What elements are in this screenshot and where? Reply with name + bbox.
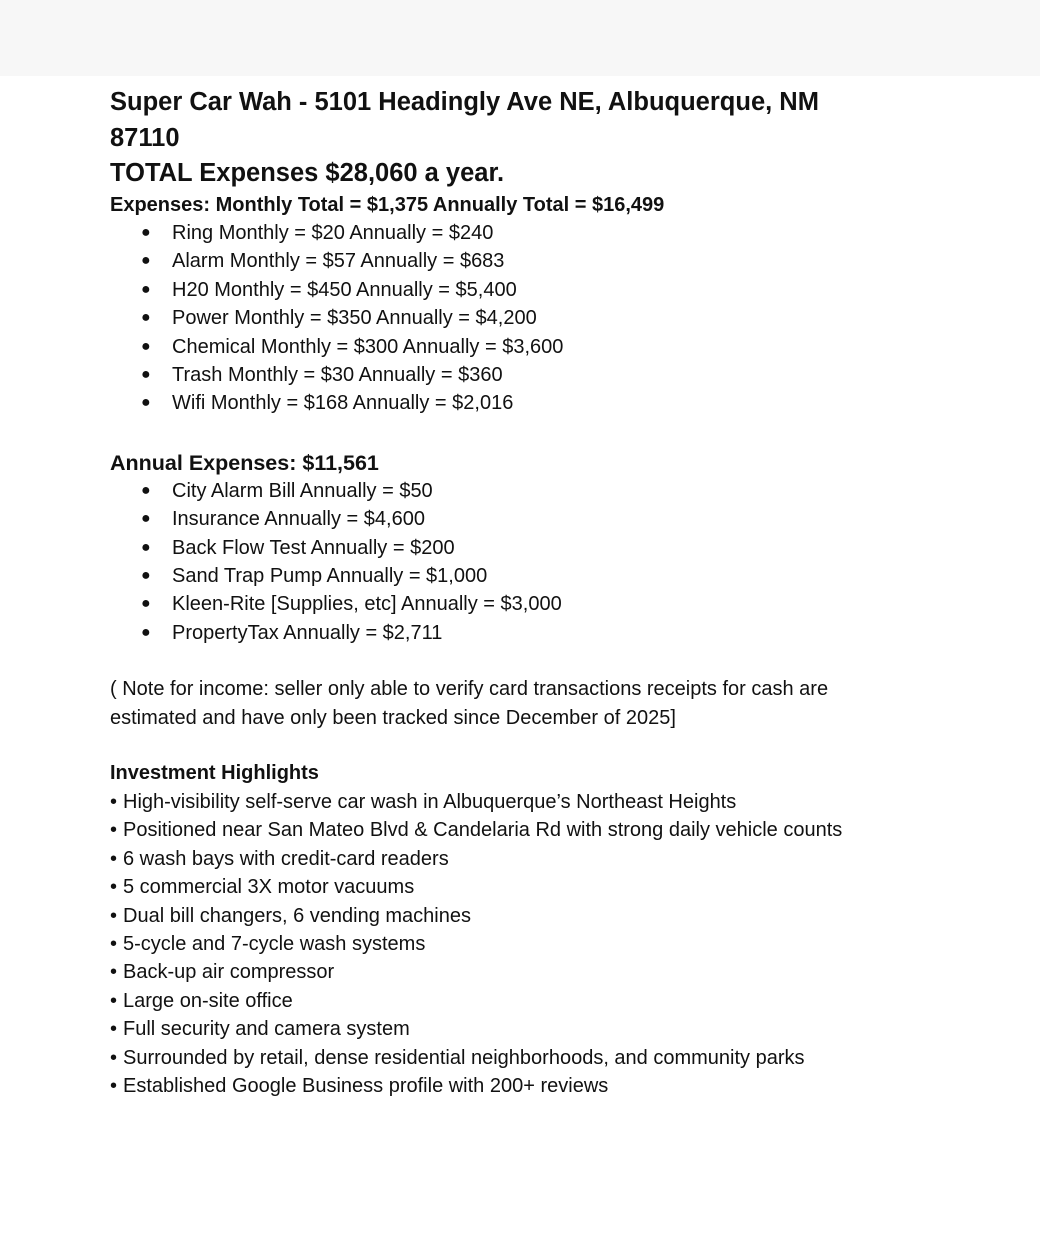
list-item-text: Dual bill changers, 6 vending machines bbox=[123, 904, 471, 927]
bullet-icon: ● bbox=[141, 510, 151, 528]
list-item bbox=[110, 562, 930, 590]
income-note bbox=[110, 675, 930, 732]
bullet-icon: • bbox=[110, 961, 118, 984]
list-item-text: Back-up air compressor bbox=[123, 961, 335, 984]
list-item-text: Positioned near San Mateo Blvd & Candelaria Rd with strong daily vehicle counts bbox=[123, 819, 843, 842]
list-item-text: 5-cycle and 7-cycle wash systems bbox=[123, 932, 426, 955]
bullet-icon: • bbox=[110, 932, 118, 955]
list-item bbox=[110, 333, 930, 361]
annual-expenses-list bbox=[110, 477, 930, 647]
document-page bbox=[26, 76, 1040, 1236]
bullet-icon: • bbox=[110, 904, 118, 927]
bullet-icon: • bbox=[110, 1074, 118, 1097]
bullet-icon: • bbox=[110, 989, 118, 1012]
bullet-icon: ● bbox=[141, 538, 151, 556]
bullet-icon: • bbox=[110, 876, 118, 899]
investment-highlights-heading: Investment Highlights bbox=[110, 762, 319, 785]
income-note-line-1: ( Note for income: seller only able to verify card transactions receipts for cash are bbox=[110, 678, 829, 701]
list-item bbox=[110, 477, 930, 505]
list-item bbox=[110, 534, 930, 562]
list-item bbox=[110, 361, 930, 389]
business-name: Super Car Wah - bbox=[110, 88, 315, 116]
list-item-text: Established Google Business profile with 200+ reviews bbox=[123, 1074, 609, 1097]
list-item-text: PropertyTax Annually = $2,711 bbox=[172, 621, 443, 644]
bullet-icon: ● bbox=[141, 595, 151, 613]
list-item bbox=[110, 1072, 930, 1100]
list-item-text: Power Monthly = $350 Annually = $4,200 bbox=[172, 307, 537, 330]
list-item bbox=[110, 389, 930, 417]
address-line-1: 5101 Headingly Ave NE, Albuquerque, NM bbox=[314, 88, 819, 116]
list-item bbox=[110, 873, 930, 901]
list-item-text: City Alarm Bill Annually = $50 bbox=[172, 479, 433, 502]
list-item-text: Large on-site office bbox=[123, 989, 293, 1012]
list-item-text: Trash Monthly = $30 Annually = $360 bbox=[172, 364, 503, 387]
bullet-icon: • bbox=[110, 847, 118, 870]
bullet-icon: • bbox=[110, 819, 118, 842]
bullet-icon: ● bbox=[141, 252, 151, 270]
document-content bbox=[110, 84, 930, 1100]
list-item bbox=[110, 304, 930, 332]
list-item-text: Sand Trap Pump Annually = $1,000 bbox=[172, 565, 488, 588]
monthly-expenses-list bbox=[110, 219, 930, 418]
bullet-icon: ● bbox=[141, 394, 151, 412]
list-item bbox=[110, 219, 930, 247]
list-item-text: 6 wash bays with credit-card readers bbox=[123, 847, 449, 870]
list-item bbox=[110, 1015, 930, 1043]
investment-highlights-list bbox=[110, 788, 930, 1100]
list-item bbox=[110, 1044, 930, 1072]
top-bar bbox=[0, 0, 1040, 76]
list-item bbox=[110, 845, 930, 873]
bullet-icon: • bbox=[110, 790, 118, 813]
address-line-2: 87110 bbox=[110, 124, 180, 152]
monthly-expenses-heading: Expenses: Monthly Total = $1,375 Annually Total = $16,499 bbox=[110, 194, 665, 216]
list-item bbox=[110, 930, 930, 958]
annual-expenses-heading: Annual Expenses: $11,561 bbox=[110, 450, 379, 475]
bullet-icon: ● bbox=[141, 567, 151, 585]
bullet-icon: ● bbox=[141, 481, 151, 499]
list-item-text: Surrounded by retail, dense residential neighborhoods, and community parks bbox=[123, 1046, 805, 1069]
list-item bbox=[110, 247, 930, 275]
list-item-text: 5 commercial 3X motor vacuums bbox=[123, 876, 415, 899]
list-item-text: Kleen-Rite [Supplies, etc] Annually = $3,000 bbox=[172, 593, 562, 616]
list-item bbox=[110, 816, 930, 844]
list-item-text: Chemical Monthly = $300 Annually = $3,600 bbox=[172, 335, 564, 358]
list-item bbox=[110, 902, 930, 930]
list-item-text: Ring Monthly = $20 Annually = $240 bbox=[172, 222, 494, 244]
list-item bbox=[110, 276, 930, 304]
list-item bbox=[110, 505, 930, 533]
bullet-icon: ● bbox=[141, 366, 151, 384]
bullet-icon: ● bbox=[141, 309, 151, 327]
list-item-text: Alarm Monthly = $57 Annually = $683 bbox=[172, 250, 505, 273]
list-item-text: Insurance Annually = $4,600 bbox=[172, 508, 425, 531]
bullet-icon: • bbox=[110, 1046, 118, 1069]
list-item-text: H20 Monthly = $450 Annually = $5,400 bbox=[172, 278, 517, 301]
document-title bbox=[110, 84, 930, 120]
bullet-icon: ● bbox=[141, 224, 151, 241]
bullet-icon: • bbox=[110, 1018, 118, 1041]
bullet-icon: ● bbox=[141, 623, 151, 641]
bullet-icon: ● bbox=[141, 280, 151, 298]
list-item bbox=[110, 958, 930, 986]
list-item bbox=[110, 590, 930, 618]
bullet-icon: ● bbox=[141, 337, 151, 355]
total-expenses-line: TOTAL Expenses $28,060 a year. bbox=[110, 159, 505, 187]
list-item-text: Wifi Monthly = $168 Annually = $2,016 bbox=[172, 392, 514, 415]
income-note-line-2: estimated and have only been tracked since December of 2025] bbox=[110, 706, 676, 729]
list-item-text: High-visibility self-serve car wash in Albuquerque’s Northeast Heights bbox=[123, 790, 737, 813]
list-item-text: Back Flow Test Annually = $200 bbox=[172, 536, 455, 559]
list-item bbox=[110, 987, 930, 1015]
list-item-text: Full security and camera system bbox=[123, 1018, 410, 1041]
list-item bbox=[110, 619, 930, 647]
list-item bbox=[110, 788, 930, 816]
